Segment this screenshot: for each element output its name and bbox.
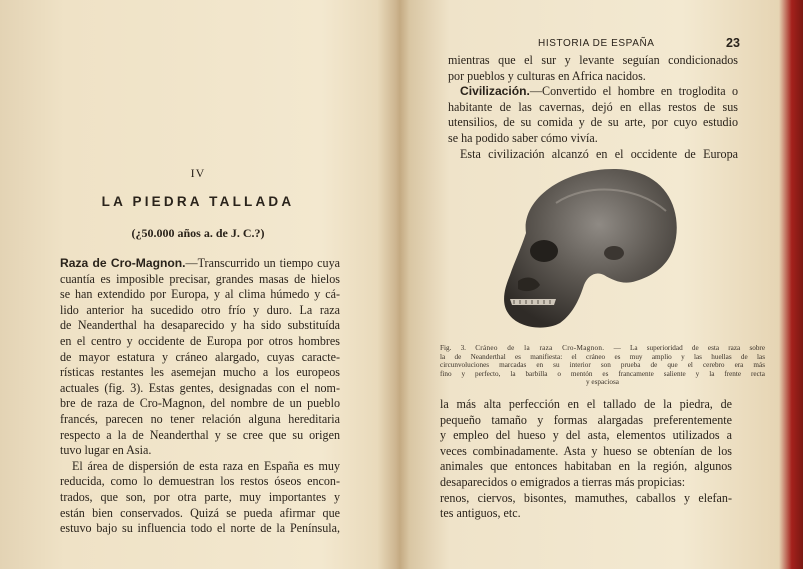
skull-illustration [496,163,686,333]
text-line-content: —Transcurrido un tiempo cuya [185,256,340,270]
caption-text: — La superioridad de esta raza sobre [613,344,765,352]
paragraph-heading: Raza de Cro-Magnon. [60,256,186,270]
text-line: y empleo del hueso y del asta, elementos utilizados a [440,428,732,443]
text-line: la más alta perfección en el tallado de la piedra, de [440,397,732,411]
text-line: renos, ciervos, bisontes, mamuthes, caballos y elefan- [440,490,732,505]
chapter-title: LA PIEDRA TALLADA [101,194,295,209]
text-line: tuvo lugar en Asia. [60,443,152,458]
page-number: 23 [726,36,740,50]
skull-figure [496,163,686,333]
text-line: pequeño tamaño y formas alargadas preferentemente [440,412,732,427]
text-line: actuales (fig. 3). Estas gentes, designadas con el nom- [60,380,340,395]
paragraph-cro-magnon [60,256,340,537]
text-line: de mayor estatura y cráneo alargado, cuyas caracte- [60,349,340,364]
text-line: respecto a la de Neanderthal y se cree que su origen [60,427,340,442]
caption-line: circunvoluciones marcadas en su interior son prueba de que el cerebro era más [440,361,765,370]
caption-label: Fig. 3. [440,344,466,352]
text-line [60,256,340,272]
text-line [448,84,738,100]
text-line: reducida, como lo demuestran los restos óseos encon- [60,474,340,489]
text-line: veces combinadamente. Asta y hueso se obtenían de los [440,443,732,458]
figure-caption [440,344,765,387]
chapter-subtitle: (¿50.000 años a. de J. C.?) [131,226,265,240]
text-line: El área de dispersión de esta raza en España es muy [72,458,340,473]
text-line: utensilios, de su comida y de su arte, por cuyo estudio [448,115,738,130]
text-line: animales que entonces habitaban en la región, algunos [440,459,732,474]
text-line: trados, que son, por otra parte, muy importantes y [60,489,340,504]
text-line: rísticas restantes les asemejan mucho a los europeos [60,365,340,380]
caption-line: la de Neanderthal es manifiesta: el cráneo es muy amplio y las huellas de las [440,352,765,361]
caption-line: fino y perfecto, la barbilla o mentón es francamente saliente y la frente recta [440,369,765,378]
text-line: se han extendido por Europa, y al clima húmedo y cá- [60,287,340,302]
text-line: habitante de las cavernas, dejó en ellas restos de sus [448,99,738,114]
paragraph-top [448,53,738,162]
text-line: desaparecidos o emigrados a tierras más propicias: [440,474,686,489]
text-line: están bien conservados. Quizá se pueda afirmar que [60,505,340,520]
chapter-number: IV [190,166,206,180]
paragraph-heading: Civilización. [460,84,530,99]
text-line: se ha podido saber cómo vivía. [448,130,598,145]
text-line: en el centro y occidente de Europa por otros hombres [60,333,340,348]
text-line: cuantía es imposible precisar, grandes masas de hielos [60,271,340,286]
text-line: estuvo bajo su influencia todo el norte de la Península, [60,521,340,536]
caption-line: y espaciosa [586,378,619,387]
text-line: de Neanderthal ha desaparecido y ha sido substituída [60,318,340,333]
left-page [0,0,396,569]
paragraph-bottom [440,397,732,522]
text-line: francés, parecen no tener relación alguna hereditaria [60,411,340,426]
text-line: por pueblos y culturas en Africa nacidos. [448,68,646,83]
text-line: bre de raza de Cro-Magnon, del nombre de un pueblo [60,396,340,411]
caption-line [440,344,765,353]
caption-title: Cráneo de la raza Cro-Magnon. [475,344,605,352]
text-line: Esta civilización alcanzó en el occidente de Europa [460,146,738,161]
text-line-content: —Convertido el hombre en troglodita o [529,84,738,99]
text-line: mientras que el sur y levante seguían condicionados [448,53,738,67]
text-line: lido anterior ha sucedido otro frío y duro. La raza [60,302,340,317]
text-line: tes antiguos, etc. [440,506,521,521]
running-header: HISTORIA DE ESPAÑA [538,38,655,49]
